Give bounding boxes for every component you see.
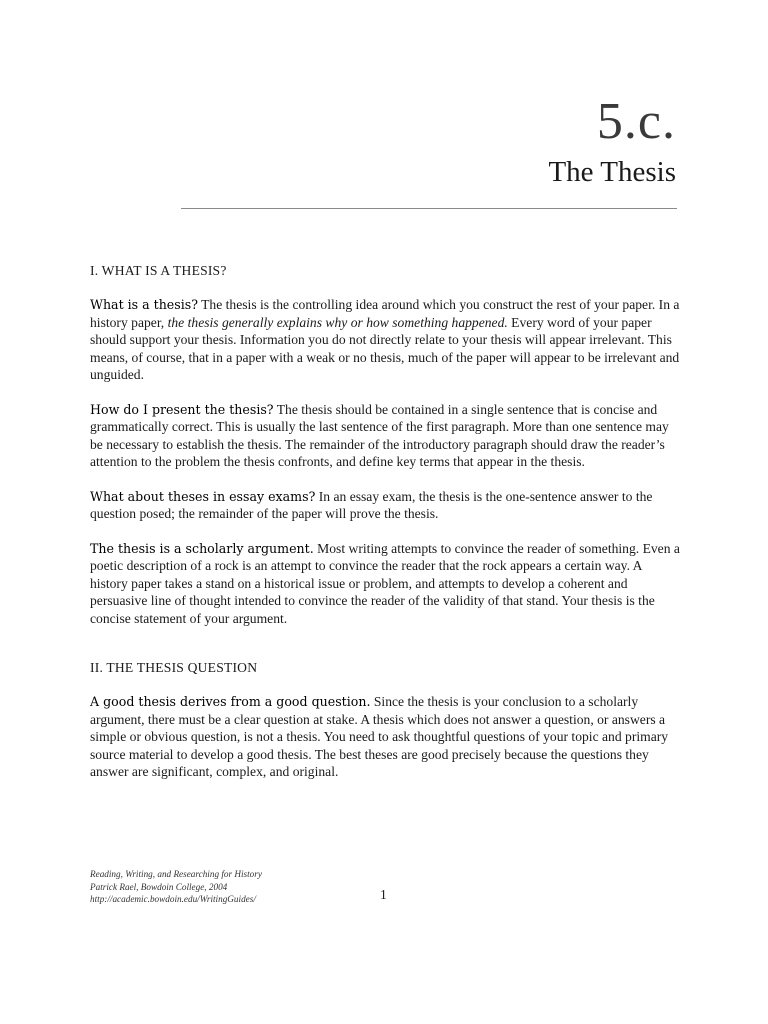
paragraph-emphasis: the thesis generally explains why or how something happened. xyxy=(167,314,508,330)
paragraph-lead: The thesis is a scholarly argument. xyxy=(90,541,314,557)
paragraph-text: The thesis is the controlling idea around which you construct the rest of your paper. In a history paper, xyxy=(90,297,680,330)
document-body xyxy=(90,262,682,798)
paragraph-text: The thesis should be contained in a single sentence that is concise and grammatically correct. This is usually the last sentence of the first paragraph. More than one sentence may be necessary to establish the thesis. The remainder of the introductory paragraph should draw the reader’s attention to the problem the thesis confronts, and define key terms that appear in the thesis. xyxy=(90,401,669,470)
section-heading-thesis-question: II. THE THESIS QUESTION xyxy=(90,660,258,676)
paragraph-lead: How do I present the thesis? xyxy=(90,401,274,417)
paragraph-text: In an essay exam, the thesis is the one-sentence answer to the question posed; the remainder of the paper will prove the thesis. xyxy=(90,488,653,522)
paragraph-text: Most writing attempts to convince the reader of something. Even a poetic description of a rock is an attempt to convince the reader that the rock appears a certain way. A history paper takes a stand on a historical issue or problem, and attempts to develop a coherent and persuasive line of thought intended to convince the reader of the validity of that stand. Your thesis is the concise statement of your argument. xyxy=(90,541,680,626)
section-heading-what-is-a-thesis: I. WHAT IS A THESIS? xyxy=(90,263,227,278)
paragraph-present-thesis xyxy=(90,401,682,471)
title-divider xyxy=(181,208,677,209)
paragraph-what-is-a-thesis xyxy=(90,296,682,383)
page-number: 1 xyxy=(380,887,387,902)
paragraph-good-question xyxy=(90,693,682,780)
footer-book-title: Reading, Writing, and Researching for History xyxy=(90,869,262,879)
paragraph-essay-exams xyxy=(90,488,682,523)
chapter-title: The Thesis xyxy=(548,156,676,188)
paragraph-text: Every word of your paper should support your thesis. Information you do not directly relate to your thesis will appear irrelevant. This means, of course, that in a paper with a weak or no thesis, much of the paper will appear to be irrelevant and unguided. xyxy=(90,314,680,383)
paragraph-lead: What about theses in essay exams? xyxy=(90,488,316,504)
footer-author: Patrick Rael, Bowdoin College, 2004 xyxy=(90,881,228,892)
paragraph-text: Since the thesis is your conclusion to a scholarly argument, there must be a clear question at stake. A thesis which does not answer a question, or answers a simple or obvious question, is not a thesis. You need to ask thoughtful questions of your topic and primary source material to develop a good thesis. The best theses are good precisely because the questions they answer are significant, complex, and original. xyxy=(90,694,669,780)
paragraph-lead: A good thesis derives from a good question. xyxy=(90,694,371,710)
paragraph-scholarly-argument xyxy=(90,540,682,627)
footer-credits xyxy=(90,868,262,906)
chapter-number: 5.c. xyxy=(596,93,676,150)
footer-url: http://academic.bowdoin.edu/WritingGuides/ xyxy=(90,894,256,905)
paragraph-lead: What is a thesis? xyxy=(90,297,198,313)
